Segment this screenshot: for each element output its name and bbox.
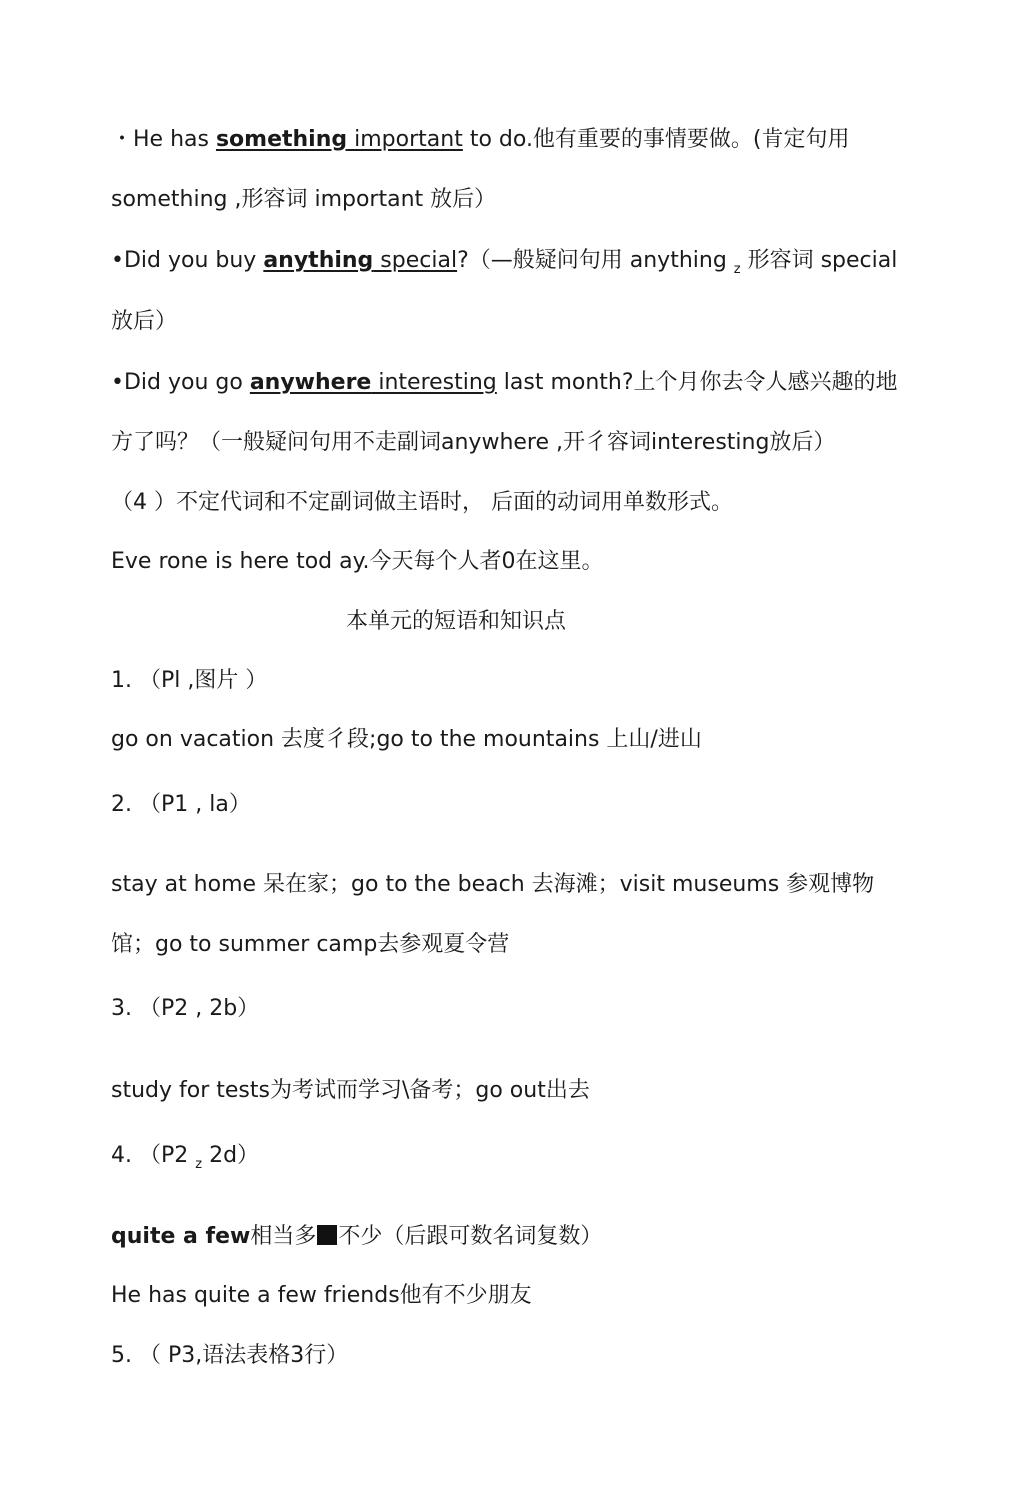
- note-line: 放后）: [111, 309, 178, 334]
- item-4-text: [111, 1222, 602, 1252]
- text: to do.他有重要的事情要做。(肯定句用: [462, 127, 850, 152]
- section-heading: 本单元的短语和知识点: [345, 609, 566, 634]
- example-anywhere: [111, 368, 898, 398]
- phrase-quite-a-few: quite a few: [111, 1224, 251, 1249]
- text: ・He has: [111, 127, 216, 152]
- rule-line: （4 ）不定代词和不定副词做主语时， 后面的动词用单数形式。: [111, 490, 733, 515]
- text: 不少（后跟可数名词复数）: [338, 1224, 603, 1249]
- example-anything: [111, 246, 897, 279]
- example-line: Eve rone is here tod ay.今天每个人者0在这里。: [111, 549, 604, 574]
- black-square-icon: [317, 1225, 337, 1245]
- adjective-special: special: [373, 248, 458, 273]
- keyword-anywhere: anywhere: [249, 370, 372, 395]
- subscript-mark: z: [733, 262, 741, 277]
- note-line: 方了吗？（一般疑问句用不走副词anywhere ,开彳容词interesting放后）: [111, 430, 836, 455]
- item-5-ref: 5. （ P3,语法表格3行）: [111, 1343, 349, 1368]
- text: 形容词 special: [740, 248, 898, 273]
- item-2-ref: 2. （P1 , la）: [111, 792, 251, 817]
- note-line: something ,形容词 important 放后）: [111, 187, 497, 212]
- adjective-interesting: interesting: [371, 370, 497, 395]
- keyword-anything: anything: [263, 248, 374, 273]
- item-4-ref: [111, 1141, 259, 1174]
- item-4-example: He has quite a few friends他有不少朋友: [111, 1283, 532, 1308]
- adjective-important: important: [347, 127, 463, 152]
- item-2-text: stay at home 呆在家；go to the beach 去海滩；visit museums 参观博物: [111, 872, 875, 897]
- item-1-ref: 1. （Pl ,图片 ）: [111, 668, 268, 693]
- subscript-mark: z: [195, 1157, 203, 1172]
- item-1-text: go on vacation 去度彳段;go to the mountains 上山/进山: [111, 727, 702, 752]
- item-2-text-cont: 馆；go to summer camp去参观夏令营: [111, 932, 510, 957]
- text: 2d）: [202, 1143, 260, 1168]
- text: ?（—般疑问句用 anything: [457, 248, 734, 273]
- example-something: [111, 125, 850, 155]
- text: 4. （P2: [111, 1143, 196, 1168]
- item-3-ref: 3. （P2 , 2b）: [111, 996, 260, 1021]
- item-3-text: study for tests为考试而学习\备考；go out出去: [111, 1078, 590, 1103]
- text: last month?上个月你去令人感兴趣的地: [496, 370, 898, 395]
- keyword-something: something: [215, 127, 348, 152]
- text: •Did you go: [111, 370, 250, 395]
- text: 相当多: [250, 1224, 317, 1249]
- text: •Did you buy: [111, 248, 264, 273]
